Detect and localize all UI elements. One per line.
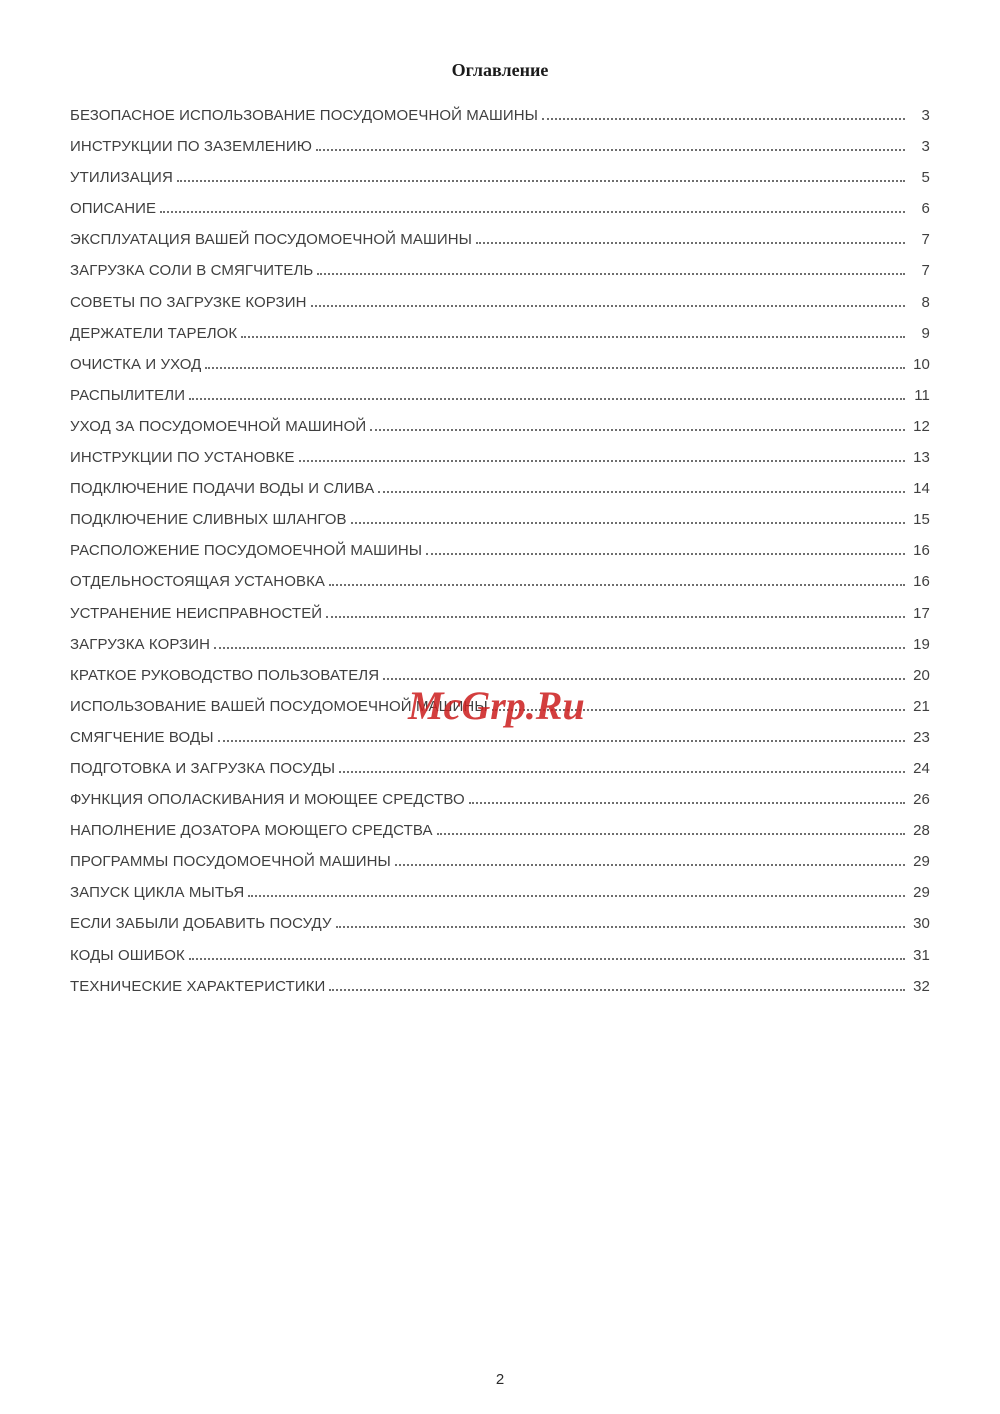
toc-leader-dots: [437, 833, 905, 835]
toc-entry: [70, 760, 930, 791]
toc-page-number: 10: [913, 355, 930, 373]
toc-entry: [70, 262, 930, 293]
toc-leader-dots: [336, 926, 905, 928]
toc-entry-label: ЭКСПЛУАТАЦИЯ ВАШЕЙ ПОСУДОМОЕЧНОЙ МАШИНЫ: [70, 231, 473, 249]
toc-entry: [70, 480, 930, 511]
toc-leader-dots: [426, 553, 905, 555]
toc-entry: [70, 294, 930, 325]
toc-leader-dots: [317, 273, 905, 275]
toc-entry: [70, 822, 930, 853]
toc-leader-dots: [214, 647, 905, 649]
toc-leader-dots: [205, 367, 905, 369]
toc-entry-label: КОДЫ ОШИБОК: [70, 946, 185, 964]
toc-page-number: 16: [913, 573, 930, 591]
toc-page-number: 15: [913, 511, 930, 529]
toc-entry-label: ПОДКЛЮЧЕНИЕ СЛИВНЫХ ШЛАНГОВ: [70, 511, 347, 529]
toc-entry: [70, 325, 930, 356]
toc-leader-dots: [383, 678, 905, 680]
toc-page-number: 7: [921, 262, 930, 280]
toc-entry-label: ДЕРЖАТЕЛИ ТАРЕЛОК: [70, 324, 238, 342]
toc-entry-label: ОТДЕЛЬНОСТОЯЩАЯ УСТАНОВКА: [70, 573, 326, 591]
toc-leader-dots: [329, 584, 905, 586]
toc-leader-dots: [316, 149, 905, 151]
toc-page-number: 21: [913, 697, 930, 715]
toc-entry-label: ОЧИСТКА И УХОД: [70, 355, 202, 373]
toc-page-number: 3: [921, 107, 930, 124]
toc-entry: [70, 729, 930, 760]
toc-entry-label: ИНСТРУКЦИИ ПО ЗАЗЕМЛЕНИЮ: [70, 138, 312, 156]
toc-leader-dots: [476, 242, 905, 244]
toc-entry: [70, 947, 930, 978]
toc-page-number: 29: [913, 884, 930, 902]
toc-entry: [70, 418, 930, 449]
toc-leader-dots: [189, 398, 905, 400]
toc-leader-dots: [218, 740, 905, 742]
toc-entry-label: НАПОЛНЕНИЕ ДОЗАТОРА МОЮЩЕГО СРЕДСТВА: [70, 822, 433, 840]
toc-entry: [70, 356, 930, 387]
toc-leader-dots: [177, 180, 905, 182]
toc-page-number: 23: [913, 728, 930, 746]
toc-entry: [70, 884, 930, 915]
toc-entry-label: БЕЗОПАСНОЕ ИСПОЛЬЗОВАНИЕ ПОСУДОМОЕЧНОЙ МАШИНЫ: [70, 107, 539, 124]
toc-entry: [70, 978, 930, 1009]
toc-leader-dots: [299, 460, 905, 462]
toc-entry: [70, 387, 930, 418]
toc-leader-dots: [326, 616, 905, 618]
toc-list: [70, 107, 930, 1009]
toc-entry: [70, 791, 930, 822]
toc-entry: [70, 698, 930, 729]
toc-entry-label: ИНСТРУКЦИИ ПО УСТАНОВКЕ: [70, 449, 295, 467]
toc-entry-label: КРАТКОЕ РУКОВОДСТВО ПОЛЬЗОВАТЕЛЯ: [70, 666, 380, 684]
toc-page-number: 17: [913, 604, 930, 622]
toc-page-number: 5: [921, 169, 930, 187]
toc-page-number: 31: [913, 946, 930, 964]
toc-leader-dots: [351, 522, 905, 524]
toc-page-number: 13: [913, 449, 930, 467]
toc-page-number: 8: [921, 293, 930, 311]
toc-leader-dots: [492, 709, 905, 711]
watermark: McGrp.Ru: [408, 683, 585, 728]
page-number: 2: [495, 1371, 505, 1388]
toc-entry-label: УХОД ЗА ПОСУДОМОЕЧНОЙ МАШИНОЙ: [70, 417, 367, 435]
toc-entry-label: ЕСЛИ ЗАБЫЛИ ДОБАВИТЬ ПОСУДУ: [70, 915, 332, 933]
toc-page-number: 6: [921, 200, 930, 218]
toc-leader-dots: [189, 958, 905, 960]
toc-page-number: 19: [913, 635, 930, 653]
toc-page-number: 12: [913, 417, 930, 435]
toc-entry: [70, 169, 930, 200]
toc-page-number: 28: [913, 822, 930, 840]
toc-entry-label: УСТРАНЕНИЕ НЕИСПРАВНОСТЕЙ: [70, 604, 323, 622]
toc-leader-dots: [339, 771, 905, 773]
toc-entry: [70, 915, 930, 946]
toc-entry-label: ПРОГРАММЫ ПОСУДОМОЕЧНОЙ МАШИНЫ: [70, 853, 391, 871]
toc-entry-label: ИСПОЛЬЗОВАНИЕ ВАШЕЙ ПОСУДОМОЕЧНОЙ МАШИНЫ: [70, 697, 488, 715]
toc-entry: [70, 449, 930, 480]
toc-entry-label: РАСПОЛОЖЕНИЕ ПОСУДОМОЕЧНОЙ МАШИНЫ: [70, 542, 423, 560]
toc-page-number: 16: [913, 542, 930, 560]
toc-page-number: 26: [913, 791, 930, 809]
toc-entry: [70, 573, 930, 604]
toc-leader-dots: [241, 336, 905, 338]
toc-leader-dots: [160, 211, 905, 213]
toc-entry-label: ЗАГРУЗКА КОРЗИН: [70, 635, 211, 653]
toc-leader-dots: [370, 429, 905, 431]
toc-entry: [70, 853, 930, 884]
toc-entry: [70, 231, 930, 262]
toc-leader-dots: [395, 864, 905, 866]
toc-entry-label: ОПИСАНИЕ: [70, 200, 157, 218]
toc-page-number: 20: [913, 666, 930, 684]
toc-page-number: 24: [913, 759, 930, 777]
toc-entry-label: СМЯГЧЕНИЕ ВОДЫ: [70, 728, 214, 746]
toc-entry: [70, 511, 930, 542]
toc-leader-dots: [542, 118, 905, 120]
toc-entry: [70, 605, 930, 636]
page-title: Оглавление: [451, 60, 549, 80]
toc-page-number: 32: [913, 977, 930, 995]
toc-leader-dots: [378, 491, 905, 493]
toc-entry: [70, 138, 930, 169]
toc-leader-dots: [329, 989, 905, 991]
toc-entry-label: ЗАГРУЗКА СОЛИ В СМЯГЧИТЕЛЬ: [70, 262, 314, 280]
toc-page-number: 30: [913, 915, 930, 933]
toc-entry-label: РАСПЫЛИТЕЛИ: [70, 386, 186, 404]
toc-entry-label: ФУНКЦИЯ ОПОЛАСКИВАНИЯ И МОЮЩЕЕ СРЕДСТВО: [70, 791, 465, 809]
toc-entry-label: ЗАПУСК ЦИКЛА МЫТЬЯ: [70, 884, 245, 902]
toc-leader-dots: [311, 305, 905, 307]
toc-page-number: 9: [921, 324, 930, 342]
toc-page-number: 14: [913, 480, 930, 498]
toc-entry-label: ПОДГОТОВКА И ЗАГРУЗКА ПОСУДЫ: [70, 759, 336, 777]
toc-page-number: 7: [921, 231, 930, 249]
toc-entry: [70, 107, 930, 138]
toc-entry: [70, 200, 930, 231]
toc-entry-label: ТЕХНИЧЕСКИЕ ХАРАКТЕРИСТИКИ: [70, 977, 326, 995]
toc-page-number: 11: [914, 386, 930, 404]
toc-page-number: 3: [921, 138, 930, 156]
toc-entry: [70, 636, 930, 667]
toc-leader-dots: [248, 895, 905, 897]
toc-entry-label: ПОДКЛЮЧЕНИЕ ПОДАЧИ ВОДЫ И СЛИВА: [70, 480, 375, 498]
toc-leader-dots: [469, 802, 905, 804]
toc-entry-label: УТИЛИЗАЦИЯ: [70, 169, 173, 187]
toc-page-number: 29: [913, 853, 930, 871]
toc-entry: [70, 667, 930, 698]
toc-entry: [70, 542, 930, 573]
toc-entry-label: СОВЕТЫ ПО ЗАГРУЗКЕ КОРЗИН: [70, 293, 307, 311]
